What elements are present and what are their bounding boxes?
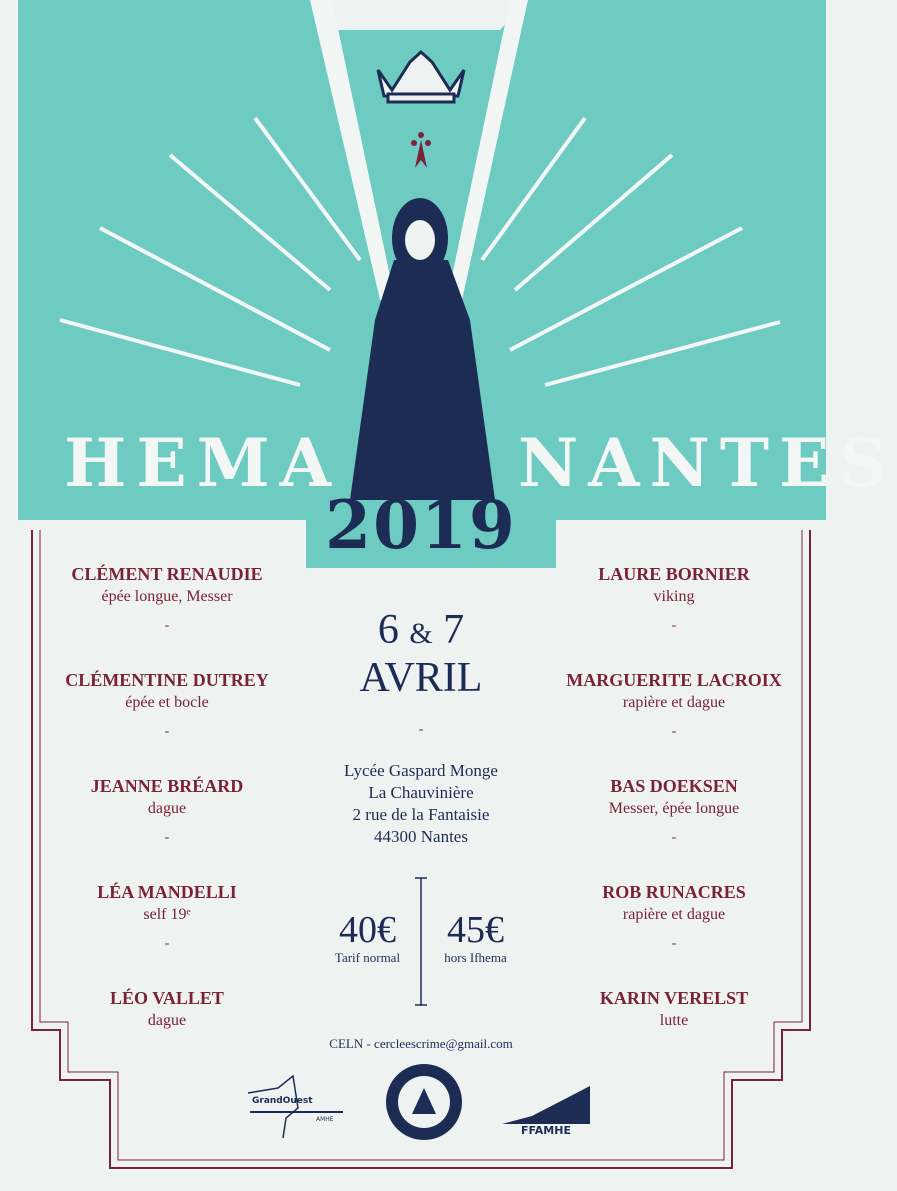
separator: - [671, 936, 677, 951]
instructor-name: BAS DOEKSEN [610, 776, 738, 796]
grandouest-sub: AMHE [316, 1116, 334, 1123]
event-date [286, 608, 556, 700]
instructor-card [32, 562, 302, 668]
grandouest-text: GrandOuest [252, 1096, 313, 1106]
instructor-discipline: Messer, épée longue [608, 800, 740, 817]
instructor-name: KARIN VERELST [599, 988, 749, 1008]
instructor-card [539, 880, 809, 986]
instructor-discipline: épée et bocle [125, 694, 209, 711]
price-label: Tarif normal [334, 950, 401, 965]
instructor-card [539, 562, 809, 668]
price-amount: 45€ [447, 909, 504, 951]
separator: - [671, 830, 677, 845]
event-year: 2019 [325, 486, 517, 564]
separator: - [164, 618, 170, 633]
separator: - [164, 936, 170, 951]
date-day2: 7 [443, 607, 465, 653]
figure-face [405, 220, 435, 260]
venue-line: 44300 Nantes [374, 827, 468, 846]
title-hema: HEMA [64, 424, 341, 502]
instructor-name: JEANNE BRÉARD [90, 776, 244, 796]
instructor-name: CLÉMENT RENAUDIE [71, 564, 263, 584]
cercle-logo-text [384, 1062, 464, 1142]
instructor-discipline: viking [653, 588, 695, 605]
price-external [428, 910, 523, 966]
instructor-name: LÉO VALLET [110, 988, 224, 1008]
cercle-logo [384, 1062, 464, 1142]
grandouest-logo [238, 1068, 348, 1138]
instructor-name: LÉA MANDELLI [97, 882, 237, 902]
price-label: hors Ifhema [444, 950, 507, 965]
ffamhe-text: FFAMHE [521, 1124, 571, 1137]
instructor-discipline: self 19ᵉ [143, 906, 191, 923]
instructor-discipline: lutte [659, 1012, 689, 1029]
separator: - [164, 830, 170, 845]
venue-address [286, 760, 556, 848]
instructor-discipline: rapière et dague [622, 694, 726, 711]
separator: - [671, 724, 677, 739]
instructor-name: LAURE BORNIER [598, 564, 750, 584]
date-amp: & [409, 617, 433, 650]
instructor-name: CLÉMENTINE DUTREY [65, 670, 269, 690]
instructor-discipline: dague [147, 800, 187, 817]
price-normal [320, 910, 415, 966]
instructor-card [32, 774, 302, 880]
price-amount: 40€ [339, 909, 396, 951]
title-nantes: NANTES [518, 424, 897, 502]
date-day1: 6 [377, 607, 399, 653]
instructor-name: MARGUERITE LACROIX [566, 670, 782, 690]
separator: - [164, 724, 170, 739]
separator: - [418, 722, 424, 737]
instructor-card [539, 774, 809, 880]
venue-line: Lycée Gaspard Monge [344, 761, 498, 780]
contact-email[interactable]: CELN - cercleescrime@gmail.com [329, 1036, 513, 1051]
instructor-card [32, 880, 302, 986]
instructor-card [539, 668, 809, 774]
venue-line: 2 rue de la Fantaisie [352, 805, 490, 824]
instructor-discipline: dague [147, 1012, 187, 1029]
separator: - [671, 618, 677, 633]
venue-line: La Chauvinière [368, 783, 474, 802]
instructors-left [32, 562, 302, 1092]
ffamhe-logo [502, 1066, 590, 1140]
date-month: AVRIL [359, 655, 483, 701]
instructor-discipline: rapière et dague [622, 906, 726, 923]
instructor-discipline: épée longue, Messer [101, 588, 233, 605]
instructor-card [32, 668, 302, 774]
instructor-name: ROB RUNACRES [602, 882, 746, 902]
instructors-right [539, 562, 809, 1092]
